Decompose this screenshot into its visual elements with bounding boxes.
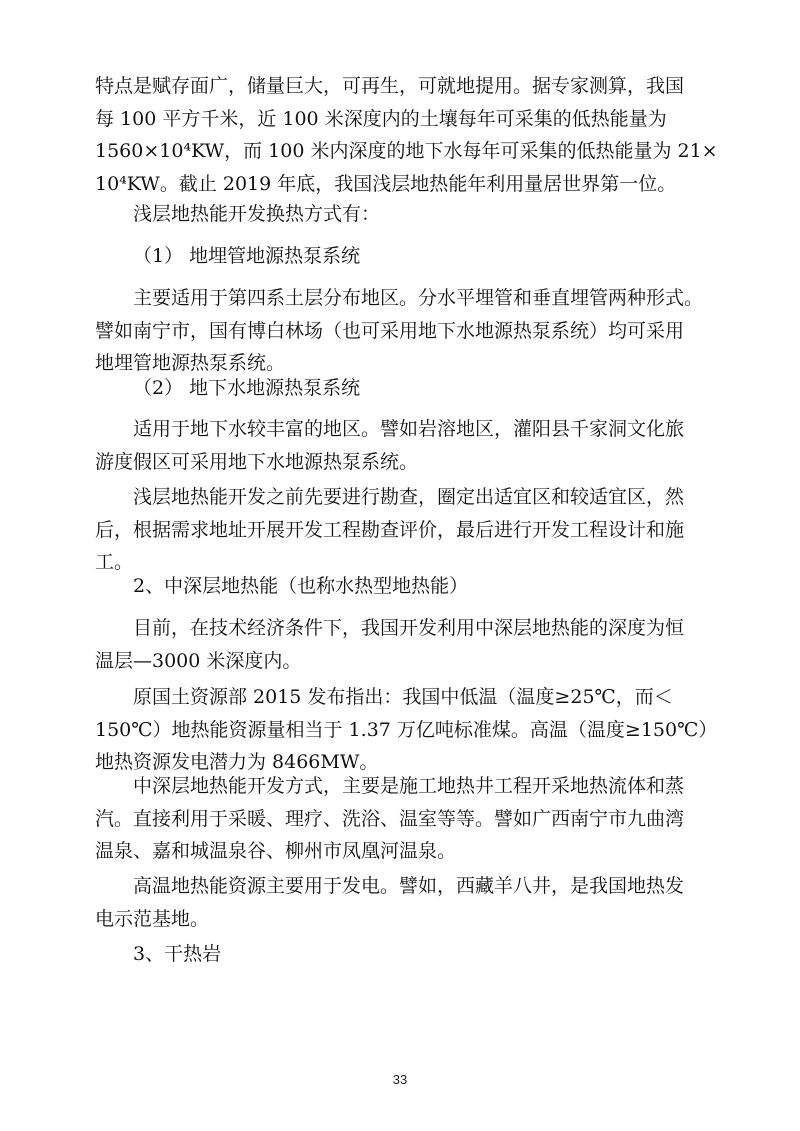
paragraph-groundwater-description	[95, 413, 720, 478]
text-line: 游度假区可采用地下水地源热泵系统。	[95, 450, 419, 473]
paragraph-depth-range	[95, 612, 720, 677]
text-line: 特点是赋存面广，储量巨大，可再生，可就地提用。据专家测算，我国	[95, 75, 685, 97]
text-line: 地埋管地源热泵系统。	[95, 352, 286, 374]
text-line: 150℃）地热能资源量相当于 1.37 万亿吨标准煤。高温（温度≥150℃）	[95, 718, 718, 741]
text-line: 3、干热岩	[133, 943, 222, 965]
text-line: 10⁴KW。截止 2019 年底，我国浅层地热能年利用量居世界第一位。	[95, 172, 677, 195]
text-line: 原国土资源部 2015 发布指出：我国中低温（温度≥25℃，而＜	[133, 686, 673, 708]
text-line: （2） 地下水地源热泵系统	[133, 377, 361, 399]
text-line: 浅层地热能开发换热方式有：	[133, 203, 381, 225]
text-line: 譬如南宁市，国有博白林场（也可采用地下水地源热泵系统）均可采用	[95, 319, 685, 342]
paragraph-development-methods	[95, 770, 720, 868]
text-line: 汽。直接利用于采暖、理疗、洗浴、温室等等。譬如广西南宁市九曲湾	[95, 807, 685, 830]
paragraph-heat-exchange-methods	[95, 198, 720, 231]
list-item-groundwater-heat-pump	[133, 372, 360, 405]
text-line: 电示范基地。	[95, 907, 210, 930]
paragraph-exploration-process	[95, 481, 720, 579]
heading-hot-dry-rock	[95, 938, 720, 971]
paragraph-high-temp-power	[95, 870, 720, 935]
text-line: 适用于地下水较丰富的地区。譬如岩溶地区，灌阳县千家洞文化旅	[133, 418, 685, 440]
paragraph-ground-loop-description	[95, 282, 720, 380]
text-line: 1560×10⁴KW，而 100 米内深度的地下水每年可采集的低热能量为 21×	[95, 140, 718, 162]
paragraph-resource-estimate	[95, 681, 720, 779]
text-line: 2、中深层地热能（也称水热型地热能）	[133, 575, 469, 597]
list-item-ground-loop-heat-pump	[133, 240, 360, 273]
text-line: 温泉、嘉和城温泉谷、柳州市凤凰河温泉。	[95, 840, 457, 862]
text-line: 工。	[95, 551, 134, 573]
text-line: 每 100 平方千米，近 100 米深度内的土壤每年可采集的低热能量为	[95, 107, 667, 130]
text-line: 后，根据需求地址开展开发工程勘查评价，最后进行开发工程设计和施	[95, 518, 685, 541]
text-line: 浅层地热能开发之前先要进行勘查，圈定出适宜区和较适宜区，然	[133, 486, 685, 508]
text-line: 中深层地热能开发方式，主要是施工地热井工程开采地热流体和蒸	[133, 775, 685, 797]
text-line: 主要适用于第四系土层分布地区。分水平埋管和垂直埋管两种形式。	[133, 287, 704, 309]
text-line: （1） 地埋管地源热泵系统	[133, 245, 361, 267]
text-line: 地热资源发电潜力为 8466MW。	[95, 751, 379, 773]
text-line: 目前，在技术经济条件下，我国开发利用中深层地热能的深度为恒	[133, 617, 685, 639]
paragraph-shallow-geothermal-potential	[95, 70, 720, 200]
text-line: 温层—3000 米深度内。	[95, 649, 302, 672]
page-number: 33	[392, 1072, 408, 1087]
heading-medium-deep-geothermal	[95, 570, 720, 603]
text-line: 高温地热能资源主要用于发电。譬如，西藏羊八井，是我国地热发	[133, 875, 685, 897]
